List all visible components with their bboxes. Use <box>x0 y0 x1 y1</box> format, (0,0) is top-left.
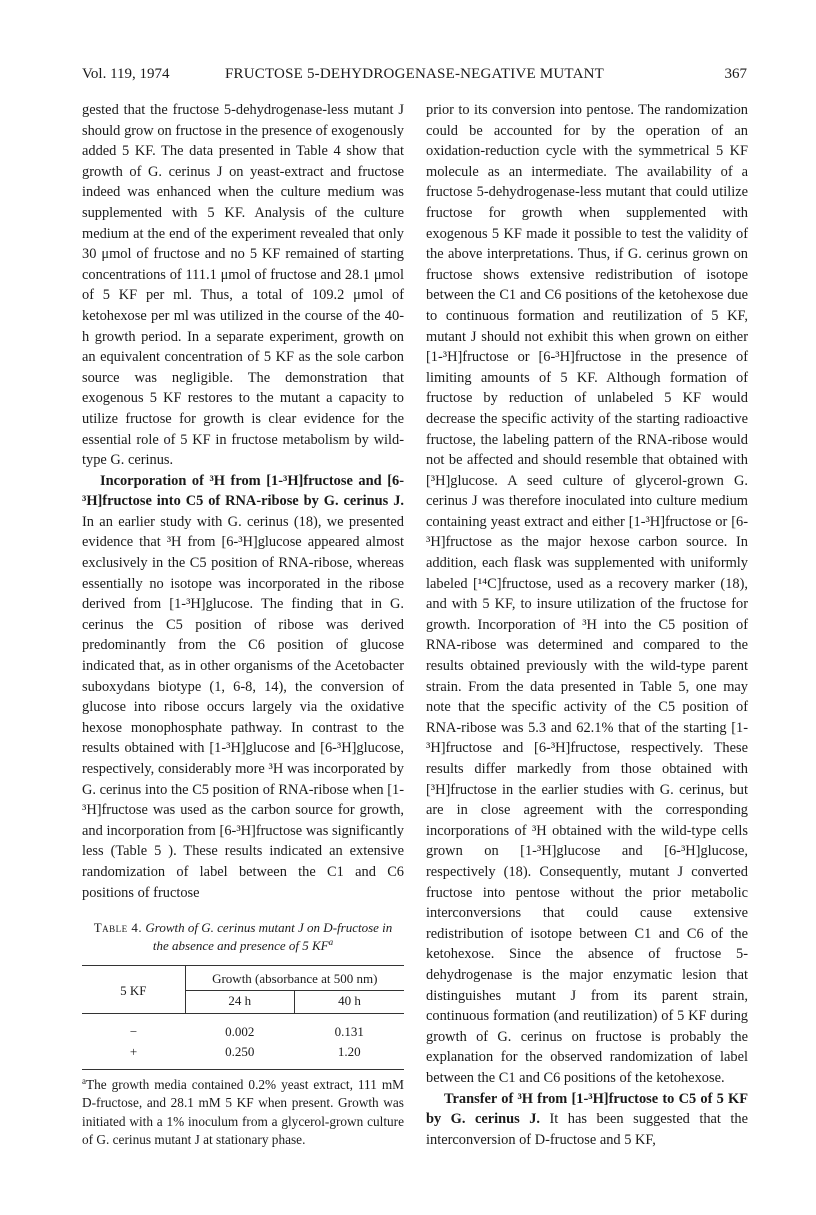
col-header-40h: 40 h <box>295 990 404 1013</box>
col-group-header-growth: Growth (absorbance at 500 nm) <box>185 966 404 991</box>
footnote-text: The growth media contained 0.2% yeast extract, 111 mM D-fructose, and 28.1 mM 5 KF when present. Growth was initiated with a 1% inoculum from a glycerol-grown culture of G. cerinus mutant J at stationary phase. <box>82 1076 404 1148</box>
right-paragraph-1: prior to its conversion into pentose. The randomization could be accounted for by the operation of an oxidation-reduction cycle with the symmetrical 5 KF molecule as an intermediate. The availability of a fructose 5-dehydrogenase-less mutant that could utilize fructose for growth when supplemented with exogenous 5 KF made it possible to test the validity of the above interpretations. Thus, if G. cerinus grown on fructose shows extensive redistribution of isotope between the C1 and C6 positions of the ketohexose due to continuous formation and reutilization of 5 KF, mutant J should not exhibit this when grown on either [1-³H]fructose or [6-³H]fructose in the presence of limiting amounts of 5 KF. Although formation of fructose by reduction of unlabeled 5 KF would decrease the specific activity of the starting radioactive fructose, the labeling pattern of the RNA-ribose would not be affected and should resemble that obtained with [³H]glucose. A seed culture of glycerol-grown G. cerinus J was therefore inoculated into culture medium containing yeast extract and either [1-³H]fructose or [6-³H]fructose as the major hexose carbon source. In addition, each flask was supplemented with uniformly labeled [¹⁴C]fructose, used as a recovery marker (18), and with 5 KF, to insure utilization of the fructose for growth. Incorporation of ³H into the C5 position of RNA-ribose was determined and compared to the results obtained previously with the wild-type parent strain. From the data presented in Table 5, one may note that the specific activity of the C5 position of RNA-ribose was 5.3 and 62.1% that of the starting [1-³H]fructose and [6-³H]fructose, respectively. These results differ markedly from those obtained with [³H]fructose in the earlier studies with G. cerinus, but are in close agreement with the corresponding incorporations of ³H obtained with the wild-type cells grown on [1-³H]glucose and [6-³H]glucose, respectively (18). Consequently, mutant J converted fructose into pentose without the prior metabolic interconversions that could cause extensive redistribution of isotope between C1 and C6 of the ketohexose. Since the absence of fructose 5-dehydrogenase is the major enzymatic lesion that distinguishes mutant J from its parent strain, continuous formation (and reutilization) of 5 KF during growth of G. cerinus on fructose is probably the explanation for the observed randomization of label between the C1 and C6 positions of the ketohexose. <box>426 102 748 1086</box>
left-column <box>82 100 404 1150</box>
col-header-24h: 24 h <box>185 990 294 1013</box>
table-4-caption <box>88 919 398 955</box>
left-paragraph-2 <box>82 471 404 903</box>
table-4-footnote <box>82 1076 404 1150</box>
cell-40h: 0.131 <box>295 1013 404 1042</box>
footnote-marker: a <box>82 1075 86 1086</box>
table-4-grid <box>82 965 404 1070</box>
cell-24h: 0.250 <box>185 1042 294 1069</box>
table-4-caption-marker: a <box>328 937 334 948</box>
col-header-5kf: 5 KF <box>82 966 185 1014</box>
table-row <box>82 1013 404 1042</box>
right-column <box>426 100 748 1150</box>
cell-24h: 0.002 <box>185 1013 294 1042</box>
left-paragraph-2-body: In an earlier study with G. cerinus (18), we presented evidence that ³H from [6-³H]glucose appeared almost exclusively in the C5 position of RNA-ribose, whereas essentially no isotope was incorporated in the ribose derived from [1-³H]glucose. The finding that in G. cerinus the C5 position of ribose was derived predominantly from the C6 position of glucose indicated that, as in other organisms of the Acetobacter suboxydans biotype (1, 6-8, 14), the conversion of glucose into ribose occurs largely via the oxidative hexose monophosphate pathway. In contrast to the results obtained with [1-³H]glucose and [6-³H]glucose, respectively, considerably more ³H was incorporated by G. cerinus into the C5 position of RNA-ribose when [1-³H]fructose was used as the carbon source for growth, and incorporation from [6-³H]fructose was significantly less (Table 5 ). These results indicated an extensive randomization of label between the C1 and C6 positions of fructose <box>82 513 404 901</box>
table-row <box>82 1042 404 1069</box>
section-heading-transfer: Transfer of ³H from [1-³H]fructose to C5 of 5 KF by G. cerinus J. <box>426 1090 748 1128</box>
cell-kf: + <box>82 1042 185 1069</box>
cell-40h: 1.20 <box>295 1042 404 1069</box>
running-header <box>82 66 747 88</box>
table-4 <box>82 919 404 1149</box>
cell-kf: − <box>82 1013 185 1042</box>
right-paragraph-2-body: It has been suggested that the interconversion of D-fructose and 5 KF, <box>426 1111 749 1148</box>
table-4-caption-text: Growth of G. cerinus mutant J on D-fructose in the absence and presence of 5 KF <box>145 920 393 954</box>
table-4-label: Table 4. <box>93 920 143 936</box>
left-paragraph-1: gested that the fructose 5-dehydrogenase-less mutant J should grow on fructose in the presence of exogenously added 5 KF. The data presented in Table 4 show that growth of G. cerinus J on yeast-extract and fructose indeed was enhanced when the culture medium was supplemented with 5 KF. Analysis of the culture medium at the end of the experiment revealed that only 30 μmol of fructose and no 5 KF remained of starting concentrations of 111.1 μmol of fructose and 28.1 μmol of 5 KF per ml. Thus, a total of 109.2 μmol of ketohexose per ml was utilized in the course of the 40-h growth period. In a separate experiment, growth on an equivalent concentration of 5 KF as the sole carbon source was negligible. The demonstration that exogenous 5 KF restores to the mutant a capacity to utilize fructose for growth is clear evidence for the essential role of 5 KF in fructose metabolism by wild-type G. cerinus. <box>82 102 404 469</box>
right-paragraph-2 <box>426 1089 748 1151</box>
section-heading-incorporation: Incorporation of ³H from [1-³H]fructose and [6-³H]fructose into C5 of RNA-ribose by G. cerinus J. <box>82 472 404 510</box>
running-title: FRUCTOSE 5-DEHYDROGENASE-NEGATIVE MUTANT <box>224 66 604 82</box>
volume-label: Vol. 119, 1974 <box>82 66 170 82</box>
page-number: 367 <box>724 66 747 82</box>
